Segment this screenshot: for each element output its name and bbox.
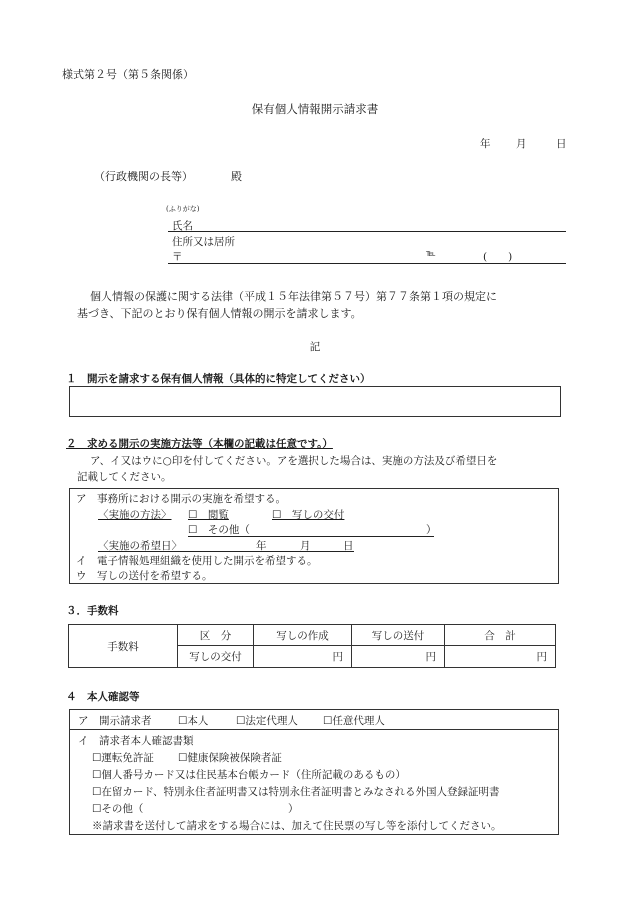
fee-cell-category: 写しの交付	[178, 646, 254, 668]
desired-date-day: 日	[343, 540, 354, 552]
other-doc-checkbox[interactable]: ☐その他（	[92, 803, 144, 815]
desired-date-label: 〈実施の希望日〉	[98, 540, 182, 552]
intro-line-1: 個人情報の保護に関する法律（平成１５年法律第５７号）第７７条第１項の規定に	[90, 290, 497, 303]
requester-type-label: ア 開示請求者	[78, 715, 152, 727]
method-other-field[interactable]	[188, 536, 434, 537]
name-field[interactable]	[168, 231, 566, 232]
date-day-label: 日	[556, 138, 567, 150]
section2-instruction-1: ア、イ又はウに○印を付してください。アを選択した場合は、実施の方法及び希望日を	[90, 455, 498, 467]
address-label: 住所又は居所	[172, 236, 235, 248]
desired-date-month: 月	[300, 540, 311, 552]
option-i[interactable]: イ 電子情報処理組織を使用した開示を希望する。	[76, 555, 318, 567]
id-docs-label: イ 請求者本人確認書類	[78, 735, 194, 747]
fee-header-category: 区 分	[178, 625, 254, 646]
mynumber-card-checkbox[interactable]: ☐個人番号カード又は住民基本台帳カード（住所記載のあるもの）	[92, 769, 406, 781]
method-label: 〈実施の方法〉	[98, 509, 172, 521]
furigana-label: (ふりがな)	[166, 205, 200, 213]
fee-header-copy-making: 写しの作成	[254, 625, 352, 646]
method-view-checkbox[interactable]: ☐ 閲覧	[188, 509, 229, 521]
honorific: 殿	[231, 170, 242, 183]
desired-date-field[interactable]	[98, 551, 354, 552]
requester-voluntary-agent-checkbox[interactable]: ☐任意代理人	[323, 715, 385, 727]
address-field[interactable]	[168, 263, 566, 264]
fee-cell-total[interactable]: 円	[445, 646, 556, 668]
postal-mark: 〒	[172, 251, 183, 263]
section3-heading: ３．手数料	[66, 605, 119, 617]
drivers-license-checkbox[interactable]: ☐運転免許証	[92, 752, 154, 764]
other-doc-close: ）	[288, 803, 299, 815]
section1-heading: １ 開示を請求する保有個人情報（具体的に特定してください）	[66, 373, 371, 385]
form-number: 様式第２号（第５条関係）	[62, 68, 194, 81]
fee-table	[68, 624, 556, 668]
section4-heading: ４ 本人確認等	[66, 691, 140, 703]
intro-line-2: 基づき、下記のとおり保有個人情報の開示を請求します。	[77, 307, 362, 320]
date-month-label: 月	[516, 138, 527, 150]
mail-note: ※請求書を送付して請求をする場合には、加えて住民票の写し等を添付してください。	[92, 820, 502, 832]
tel-parens: ( )	[483, 251, 513, 263]
health-insurance-checkbox[interactable]: ☐健康保険被保険者証	[178, 752, 282, 764]
method-other-close: ）	[426, 524, 437, 536]
fee-cell-copy-making[interactable]: 円	[254, 646, 352, 668]
fee-header-copy-sending: 写しの送付	[352, 625, 445, 646]
section2-heading: ２ 求める開示の実施方法等（本欄の記載は任意です。）	[66, 438, 333, 450]
addressee: （行政機関の長等）	[94, 170, 193, 183]
option-a[interactable]: ア 事務所における開示の実施を希望する。	[76, 493, 286, 505]
ki-label: 記	[309, 341, 321, 353]
method-other-checkbox[interactable]: ☐ その他（	[188, 524, 250, 536]
tel-label: ℡	[426, 249, 436, 259]
requester-legal-agent-checkbox[interactable]: ☐法定代理人	[236, 715, 298, 727]
requester-self-checkbox[interactable]: ☐本人	[178, 715, 209, 727]
fee-row-label: 手数料	[69, 625, 178, 668]
option-u[interactable]: ウ 写しの送付を希望する。	[76, 570, 213, 582]
method-copy-checkbox[interactable]: ☐ 写しの交付	[272, 509, 345, 521]
name-label: 氏名	[172, 220, 193, 232]
form-title: 保有個人情報開示請求書	[251, 102, 379, 116]
residence-card-checkbox[interactable]: ☐在留カード、特別永住者証明書又は特別永住者証明書とみなされる外国人登録証明書	[92, 786, 500, 798]
fee-header-total: 合 計	[445, 625, 556, 646]
section2-instruction-2: 記載してください。	[77, 471, 172, 483]
identity-divider	[69, 729, 559, 730]
date-year-label: 年	[480, 138, 491, 150]
desired-date-year: 年	[256, 540, 267, 552]
fee-cell-copy-sending[interactable]: 円	[352, 646, 445, 668]
requested-info-field[interactable]	[69, 386, 561, 417]
